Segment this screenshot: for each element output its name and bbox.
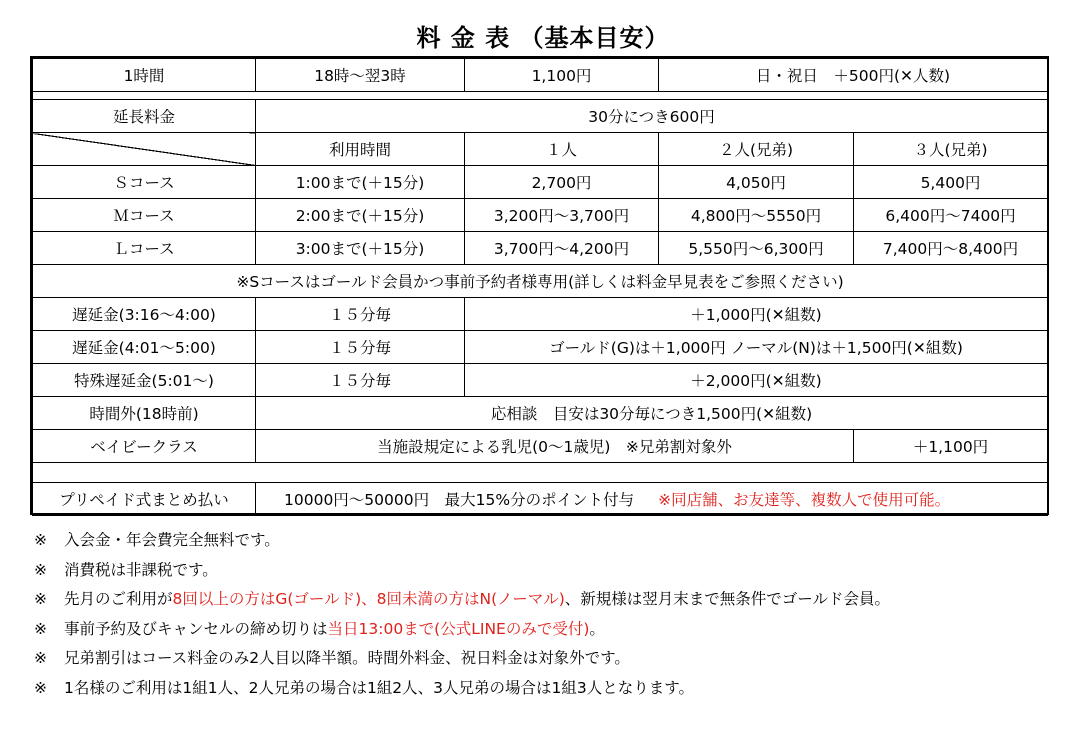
baby-class-desc: 当施設規定による乳児(0～1歳児) ※兄弟割対象外 [256,430,854,463]
note-text: 事前予約及びキャンセルの締め切りは [64,619,328,638]
hourly-holiday-extra: 日・祝日 ＋500円(✕人数) [659,59,1048,92]
late-fee-label: 遅延金(3:16～4:00) [33,298,256,331]
note-text: 。 [589,619,605,638]
row-course-header [33,133,1048,166]
course-price-1: 3,200円～3,700円 [465,199,659,232]
late-fee-label: 遅延金(4:01～5:00) [33,331,256,364]
note-mark: ※ [34,619,47,638]
note-mark: ※ [34,590,47,608]
late-fee-unit: １５分毎 [256,364,465,397]
hourly-label: 1時間 [33,59,256,92]
prepaid-desc-cell [256,483,1048,516]
course-price-1: 3,700円～4,200円 [465,232,659,265]
empty-cell [33,463,1048,483]
prepaid-desc: 10000円～50000円 最大15%分のポイント付与 [284,491,635,509]
diagonal-header-cell [33,133,256,166]
spacer-row [33,92,1048,100]
header-usage-time: 利用時間 [256,133,465,166]
course-price-3: 7,400円～8,400円 [854,232,1048,265]
course-price-2: 4,050円 [659,166,854,199]
note-item [34,644,1074,674]
course-name: Ｍコース [33,199,256,232]
note-mark: ※ [34,649,47,667]
row-m-course [33,199,1048,232]
course-name: Ｌコース [33,232,256,265]
note-highlight: 当日13:00まで(公式LINEのみで受付) [327,619,590,638]
s-course-note: ※Sコースはゴールド会員かつ事前予約者様専用(詳しくは料金早見表をご参照ください) [33,265,1048,298]
course-time: 1:00まで(＋15分) [256,166,465,199]
row-prepaid [33,483,1048,516]
note-text: 入会金・年会費完全無料です。 [64,531,280,549]
course-price-2: 4,800円～5550円 [659,199,854,232]
note-text: 、新規様は翌月末まで無条件でゴールド会員。 [564,590,890,608]
course-price-3: 6,400円～7400円 [854,199,1048,232]
extension-label: 延長料金 [33,100,256,133]
late-fee-value: ＋2,000円(✕組数) [465,364,1048,397]
hourly-time: 18時～翌3時 [256,59,465,92]
row-late-fee-3 [33,364,1048,397]
header-two-siblings: ２人(兄弟) [659,133,854,166]
note-item [34,585,1074,615]
late-fee-unit: １５分毎 [256,298,465,331]
note-highlight: 8回以上の方はG(ゴールド)、8回未満の方はN(ノーマル) [172,590,565,608]
note-item [34,526,1074,556]
course-time: 3:00まで(＋15分) [256,232,465,265]
course-name: Ｓコース [33,166,256,199]
row-hourly [33,59,1048,92]
late-fee-label: 特殊遅延金(5:01～) [33,364,256,397]
prepaid-label: プリペイド式まとめ払い [33,483,256,516]
note-text: 先月のご利用が [64,590,173,608]
note-text: 1名様のご利用は1組1人、2人兄弟の場合は1組2人、3人兄弟の場合は1組3人となります。 [64,678,695,697]
spacer-cell [33,92,1048,100]
empty-row [33,463,1048,483]
note-mark: ※ [34,531,47,549]
row-baby-class [33,430,1048,463]
row-s-course-note [33,265,1048,298]
late-fee-unit: １５分毎 [256,331,465,364]
note-item [34,674,1074,704]
row-outside-hours [33,397,1048,430]
course-price-1: 2,700円 [465,166,659,199]
note-mark: ※ [34,678,47,697]
header-one-person: １人 [465,133,659,166]
outside-hours-label: 時間外(18時前) [33,397,256,430]
course-price-3: 5,400円 [854,166,1048,199]
row-l-course [33,232,1048,265]
outside-hours-value: 応相談 目安は30分毎につき1,500円(✕組数) [256,397,1048,430]
page-title: 料 金 表 （基本目安） [416,24,670,52]
late-fee-value: ＋1,000円(✕組数) [465,298,1048,331]
course-price-2: 5,550円～6,300円 [659,232,854,265]
row-late-fee-1 [33,298,1048,331]
row-extension [33,100,1048,133]
header-three-siblings: ３人(兄弟) [854,133,1048,166]
note-mark: ※ [34,560,47,579]
row-late-fee-2 [33,331,1048,364]
note-item [34,556,1074,586]
notes-list [34,526,1074,703]
baby-class-label: ベイビークラス [33,430,256,463]
note-item [34,615,1074,645]
price-table [32,58,1048,516]
note-text: 消費税は非課税です。 [64,560,218,579]
late-fee-value: ゴールド(G)は＋1,000円 ノーマル(N)は＋1,500円(✕組数) [465,331,1048,364]
note-text: 兄弟割引はコース料金のみ2人目以降半額。時間外料金、祝日料金は対象外です。 [64,649,630,667]
baby-class-price: ＋1,100円 [854,430,1048,463]
course-time: 2:00まで(＋15分) [256,199,465,232]
row-s-course [33,166,1048,199]
prepaid-note: ※同店舗、お友達等、複数人で使用可能。 [658,491,951,509]
hourly-price: 1,100円 [465,59,659,92]
extension-value: 30分につき600円 [256,100,1048,133]
